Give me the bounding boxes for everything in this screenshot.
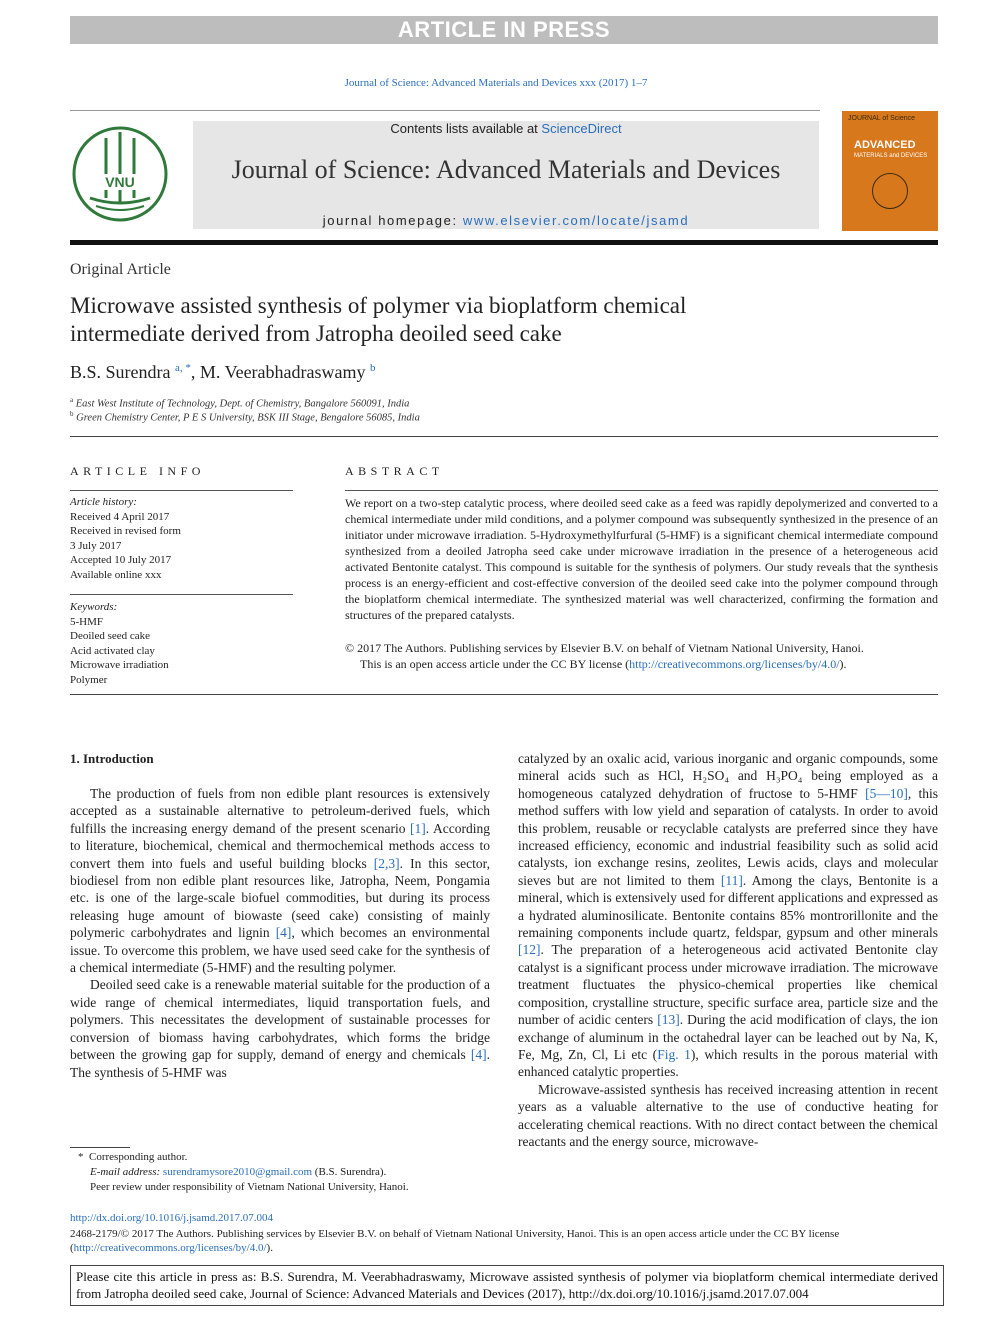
history-label: Article history: — [70, 496, 137, 508]
footnote-star: * — [78, 1151, 84, 1163]
abstract-heading: ABSTRACT — [345, 464, 444, 478]
text-run: . The preparation of a heterogeneous acid activated Bentonite clay catalyst is a significant process under microwave irradiation. The microwave treatment fluctuates the physico-chemical properties like chemical composition, crystalline structure, specific surface area, particle size and the number of acidic centers — [518, 942, 938, 1028]
intro-paragraph-1 — [70, 785, 490, 976]
article-info-heading: ARTICLE INFO — [70, 464, 205, 478]
top-rule — [70, 110, 820, 111]
author-2-affil[interactable]: b — [370, 362, 376, 374]
logo-text: VNU — [105, 174, 135, 190]
keyword-item: 5-HMF — [70, 615, 104, 628]
text-run: The production of fuels from non edible plant resources is extensively accepted as a sustainable alternative to petroleum-derived fuels, which fulfills the increasing energy demand of the present scenario — [70, 786, 490, 836]
body-column-left — [70, 785, 490, 1081]
cover-subtitle: MATERIALS and DEVICES — [854, 153, 928, 159]
body-column-right — [518, 750, 938, 1150]
text-run: . During the acid modification of clays, the ion exchange of aluminum in the octahedral layer can be leached out by Na, K, Fe, Mg, Zn, Cl, Li etc ( — [518, 1012, 939, 1062]
keyword-item: Acid activated clay — [70, 644, 155, 657]
author-1[interactable]: B.S. Surendra — [70, 362, 171, 382]
keywords-rule — [70, 594, 293, 595]
author-separator: , — [190, 362, 200, 382]
author-1-affil[interactable]: a, * — [175, 362, 191, 374]
intro-heading: 1. Introduction — [70, 751, 154, 766]
contents-line — [193, 121, 819, 136]
text-run: , this method suffers with low yield and separation of catalysts. In order to avoid this problem, reusable or recyclable catalysts are preferred since they have increased efficiency, economic and industrial feasibility such as solid acid catalysts, ion exchange resins, zeolites, Lewis acids, clays and molecular sieves but are not limited to them — [518, 785, 938, 888]
title-line-2: intermediate derived from Jatropha deoiled seed cake — [70, 321, 562, 346]
footnote-rule — [70, 1147, 130, 1148]
abstract-end-rule — [70, 694, 938, 695]
affil-a-text: East West Institute of Technology, Dept. of Chemistry, Bangalore 560091, India — [75, 398, 410, 410]
article-in-press-banner: ARTICLE IN PRESS — [70, 16, 938, 44]
text-run: ), which results in the porous material with enhanced catalytic properties. — [518, 1046, 939, 1080]
email-suffix: (B.S. Surendra). — [312, 1166, 387, 1178]
history-item: Available online xxx — [70, 568, 162, 581]
footnote-corresponding — [78, 1151, 187, 1163]
citation-link[interactable]: [4] — [470, 1047, 487, 1063]
cover-small-text: JOURNAL of Science — [848, 115, 916, 122]
sciencedirect-link[interactable]: ScienceDirect — [541, 121, 622, 136]
footnote-peer-review: Peer review under responsibility of Vietnam National University, Hanoi. — [90, 1181, 409, 1193]
affil-a-marker: a — [70, 396, 74, 404]
article-type: Original Article — [70, 261, 171, 278]
affil-b-text: Green Chemistry Center, P E S University, BSK III Stage, Bengalore 56085, India — [76, 412, 420, 424]
copyright-suffix: ). — [839, 657, 847, 671]
affiliation-a — [70, 396, 409, 410]
abstract-rule — [345, 490, 938, 491]
affil-b-marker: b — [70, 410, 74, 418]
email-label: E-mail address: — [90, 1166, 163, 1178]
history-item: Received 4 April 2017 — [70, 510, 170, 523]
issn-license-line — [70, 1227, 938, 1255]
figure-link[interactable]: Fig. 1 — [657, 1046, 691, 1062]
citation-link[interactable]: [13] — [657, 1012, 680, 1028]
citation-link[interactable]: [11] — [720, 872, 743, 888]
affiliation-b — [70, 410, 420, 424]
header-rule — [70, 240, 938, 245]
contents-prefix: Contents lists available at — [390, 121, 542, 136]
text-run: . According to literature, biochemical, chemical and thermochemical methods access to convert them into fuels and useful building blocks — [70, 820, 490, 871]
text-run: . The synthesis of 5-HMF was — [70, 1047, 490, 1080]
intro-paragraph-4: Microwave-assisted synthesis has received increasing attention in recent years as a valuable alternative to the use of conductive heating for accelerating chemical reactions. With no direct contact between the chemical reactants and the energy source, microwave- — [518, 1081, 938, 1149]
author-list — [70, 362, 376, 383]
copyright-line-1: © 2017 The Authors. Publishing services by Elsevier B.V. on behalf of Vietnam National University, Hanoi. — [345, 641, 864, 655]
copyright-line-2 — [345, 656, 938, 672]
citation-link[interactable]: [1] — [410, 820, 426, 836]
citation-link[interactable]: [12] — [518, 942, 541, 958]
history-item: Received in revised form — [70, 525, 181, 537]
history-item: Accepted 10 July 2017 — [70, 554, 172, 566]
article-history — [70, 495, 181, 582]
journal-cover-thumbnail[interactable] — [842, 111, 938, 231]
journal-title: Journal of Science: Advanced Materials and Devices — [231, 155, 781, 184]
issn-suffix: ). — [266, 1242, 273, 1254]
cover-logo-icon — [872, 173, 908, 209]
abstract-text: We report on a two-step catalytic process, where deoiled seed cake as a feed was rapidly depolymerized and converted to a chemical intermediate under mild conditions, and a polymer compound was subsequently synthesized in the presence of an initiator under microwave irradiation. 5-Hydroxymethylfurfural (5-HMF) is a significant chemical intermediate compound synthesized from a deoiled Jatropha seed cake under microwave irradiation in the presence of a heterogeneous acid activated Bentonite catalyst. This compound is suitable for the synthesis of polymers. Our study reveals that the synthesis process is an energy-efficient and cost-effective conversion of the deoiled seed cake into the polymer compound through the bioplatform chemical intermediate. The synthesized material was well characterized, confirming the formation and structures of the prepared catalysts. — [345, 496, 938, 622]
keyword-item: Microwave irradiation — [70, 659, 169, 671]
doi-link[interactable]: http://dx.doi.org/10.1016/j.jsamd.2017.07.004 — [70, 1212, 273, 1224]
footnote-email — [90, 1166, 386, 1178]
keyword-item: Deoiled seed cake — [70, 630, 151, 642]
citation-link[interactable]: [4] — [275, 925, 292, 941]
intro-paragraph-3 — [518, 750, 938, 1081]
citation-link[interactable]: [2,3] — [373, 855, 400, 871]
text-run: Deoiled seed cake is a renewable material suitable for the production of a wide range of chemical intermediates, liquid transportation fuels, and polymers. This necessitates the development of sustainable processes for conversion of biomass having carbohydrates, which forms the bridge between the growing gap for supply, demand of energy and chemicals — [70, 977, 490, 1063]
intro-paragraph-2 — [70, 976, 490, 1080]
footer-license-link[interactable]: http://creativecommons.org/licenses/by/4.0/ — [73, 1242, 267, 1254]
journal-reference-link[interactable]: Journal of Science: Advanced Materials and Devices xxx (2017) 1–7 — [344, 77, 648, 89]
email-link[interactable]: surendramysore2010@gmail.com — [162, 1166, 313, 1178]
text-run: catalyzed by an oxalic acid, various inorganic and organic compounds, some mineral acids such as HCl, H₂SO₄ and H₃PO₄ being employed as a homogeneous catalyzed dehydration of fructose to 5-HMF — [518, 751, 938, 801]
copyright-prefix: This is an open access article under the CC BY license ( — [360, 657, 630, 671]
keywords-label: Keywords: — [70, 601, 118, 613]
homepage-prefix: journal homepage: — [322, 213, 463, 228]
homepage-link[interactable]: www.elsevier.com/locate/jsamd — [462, 213, 690, 228]
text-run: . Among the clays, Bentonite is a mineral, which is extensively used for different applications and expressed as a hydrated aluminosilicate. Bentonite contains 85% montrorillonite and the remaining components include quartz, feldspar, gypsum and other minerals — [518, 872, 938, 941]
issn-text: 2468-2179/© 2017 The Authors. Publishing services by Elsevier B.V. on behalf of Vietnam National University, Hanoi. This is an open access article under the CC BY license ( — [70, 1228, 840, 1254]
keywords-block — [70, 600, 169, 687]
keyword-item: Polymer — [70, 673, 108, 686]
corresponding-text: Corresponding author. — [89, 1151, 188, 1163]
cover-title: ADVANCED — [854, 139, 916, 151]
info-rule — [70, 490, 293, 491]
author-2[interactable]: M. Veerabhadraswamy — [199, 362, 366, 382]
text-run: , which becomes an environmental issue. To overcome this problem, we have used seed cake for the synthesis of a chemical intermediate (5-HMF) and the resulting polymer. — [70, 925, 490, 976]
citation-box: Please cite this article in press as: B.S. Surendra, M. Veerabhadraswamy, Microwave assisted synthesis of polymer via bioplatform chemical intermediate derived from Jatropha deoiled seed cake, Journal of Science: Advanced Materials and Devices (2017), http://dx.doi.org/10.1016/j.jsamd.2017.07.004 — [70, 1265, 944, 1306]
abstract-copyright — [345, 640, 938, 672]
citation-link[interactable]: [5—10] — [865, 785, 908, 801]
cc-license-link[interactable]: http://creativecommons.org/licenses/by/4.0/ — [629, 657, 840, 671]
history-item: 3 July 2017 — [70, 539, 122, 552]
article-title — [70, 292, 930, 348]
affiliation-rule — [70, 436, 938, 437]
text-run: . In this sector, biodiesel from non edible plant resources like, Jatropha, Neem, Pongamia etc. is one of the large-scale biofuel commodities, but during its process releasing huge amount of biowaste (seed cake) consisting of mainly polymeric carbohydrates and lignin — [70, 855, 490, 941]
vnu-logo-icon — [70, 124, 170, 224]
title-line-1: Microwave assisted synthesis of polymer via bioplatform chemical — [70, 293, 687, 318]
journal-homepage-line — [193, 213, 819, 228]
